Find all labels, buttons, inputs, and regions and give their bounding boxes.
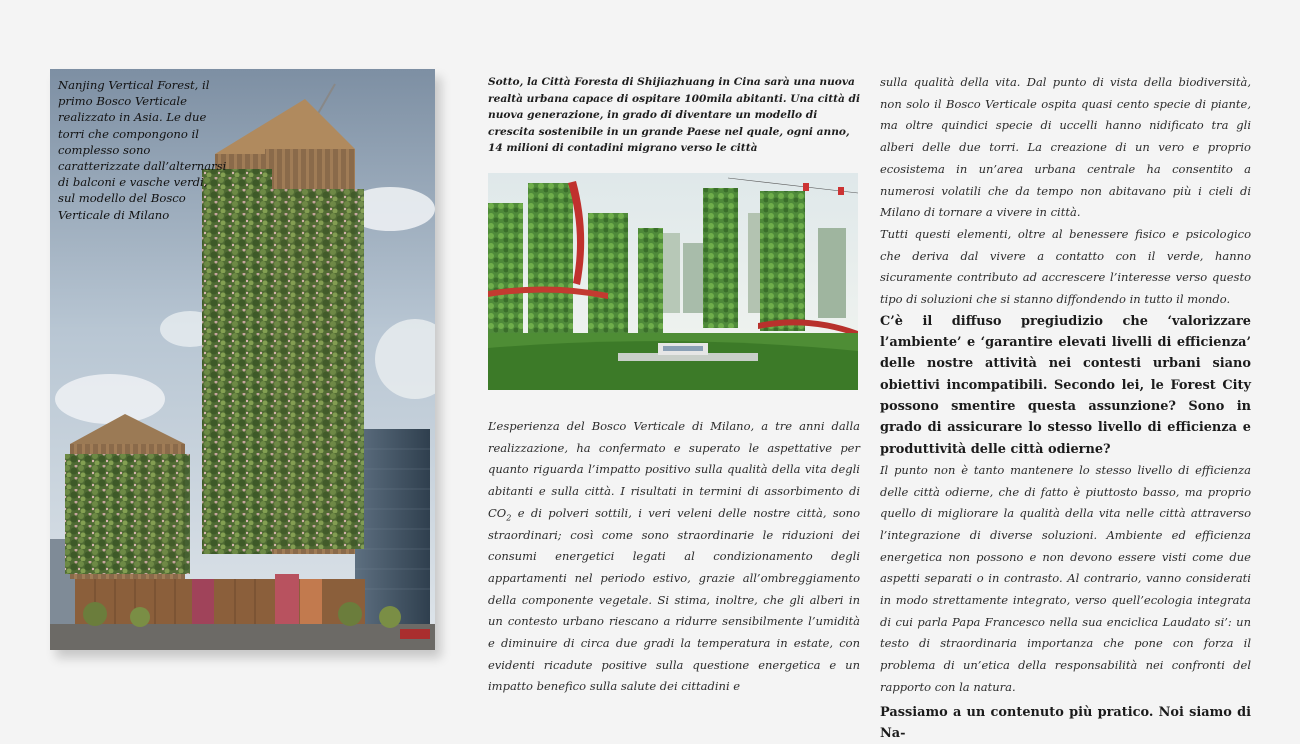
forest-city-render bbox=[488, 173, 858, 390]
article-paragraph bbox=[488, 416, 860, 698]
paragraph-benefits: Tutti questi elementi, oltre al benessere fisico e psicologico che deriva dal vivere a contatto con il verde, hanno sicuramente contributo ad accrescere l’interesse verso questo tipo di soluzioni che si stanno diffondendo in tutto il mondo. bbox=[880, 226, 1251, 307]
article-body-left bbox=[488, 416, 860, 698]
interview-question-1: C’è il diffuso pregiudizio che ‘valorizzare l’ambiente’ e ‘garantire elevati livelli di efficienza’ delle nostre attività nei contesti urbani siano obiettivi incompatibili. Secondo lei, le Forest City possono smentire questa assunzione? Sono in grado di assicurare lo stesso livello di efficienza e produttività delle città odierne? bbox=[880, 313, 1251, 457]
interview-question-2: Passiamo a un contenuto più pratico. Noi siamo di Na- bbox=[880, 704, 1251, 741]
article-body-right bbox=[880, 72, 1251, 744]
interview-answer-1: Il punto non è tanto mantenere lo stesso livello di efficienza delle città odierne, che di fatto è piuttosto basso, ma proprio quello di migliorare la qualità della vita nelle città attraverso l’integrazione di diverse soluzioni. Ambiente ed efficienza energetica non possono e non devono essere visti come due aspetti separati o in contrasto. Al contrario, vanno considerati in modo strettamente integrato, verso quell’ecologia integrata di cui parla Papa Francesco nella sua enciclica Laudato si’: un testo di straordinaria importanza che pone con forza il problema di un’etica della responsabilità nei confronti del rapporto con la natura. bbox=[880, 462, 1251, 694]
paragraph-text-part2: e di polveri sottili, i veri veleni delle nostre città, sono straordinari; così come sono straordinarie le riduzioni dei consumi energetici legati al condizionamento degli appartamenti nel periodo estivo, grazie all’ombreggiamento della componente vegetale. Si stima, inoltre, che gli alberi in un contesto urbano riescano a ridurre sensibilmente l’umidità e diminuire di circa due gradi la temperatura in estate, con evidenti ricadute positive sulla questione energetica e un impatto benefico sulla salute dei cittadini e bbox=[488, 505, 860, 694]
co2-subscript: 2 bbox=[506, 513, 512, 523]
photo-caption: Nanjing Vertical Forest, il primo Bosco Verticale realizzato in Asia. Le due torri che compongono il complesso sono caratterizzate dall’alternarsi di balconi e vasche verdi, sul modello del Bosco Verticale di Milano bbox=[58, 78, 227, 222]
paragraph-biodiversity: sulla qualità della vita. Dal punto di vista della biodiversità, non solo il Bosco Verticale ospita quasi cento specie di piante, ma oltre quindici specie di uccelli hanno nidificato tra gli alberi delle due torri. La creazione di un vero e proprio ecosistema in un’area urbana centrale ha consentito a numerosi volatili che da tempo non abitavano più i cieli di Milano di tornare a vivere in città. bbox=[880, 75, 1251, 220]
forest-city-illustration bbox=[488, 173, 858, 390]
nanjing-vertical-forest-photo bbox=[50, 69, 435, 650]
image-caption: Sotto, la Città Foresta di Shijiazhuang in Cina sarà una nuova realtà urbana capace di ospitare 100mila abitanti. Una città di nuova generazione, in grado di diventare un modello di crescita sostenibile in un grande Paese nel quale, ogni anno, 14 milioni di contadini migrano verso le città bbox=[488, 76, 860, 155]
paragraph-text-part1: L’esperienza del Bosco Verticale di Milano, a tre anni dalla realizzazione, ha confermato e superato le aspettative per quanto riguarda l’impatto positivo sulla qualità della vita degli abitanti e sulla città. I risultati in termini di assorbimento di CO bbox=[488, 419, 860, 520]
